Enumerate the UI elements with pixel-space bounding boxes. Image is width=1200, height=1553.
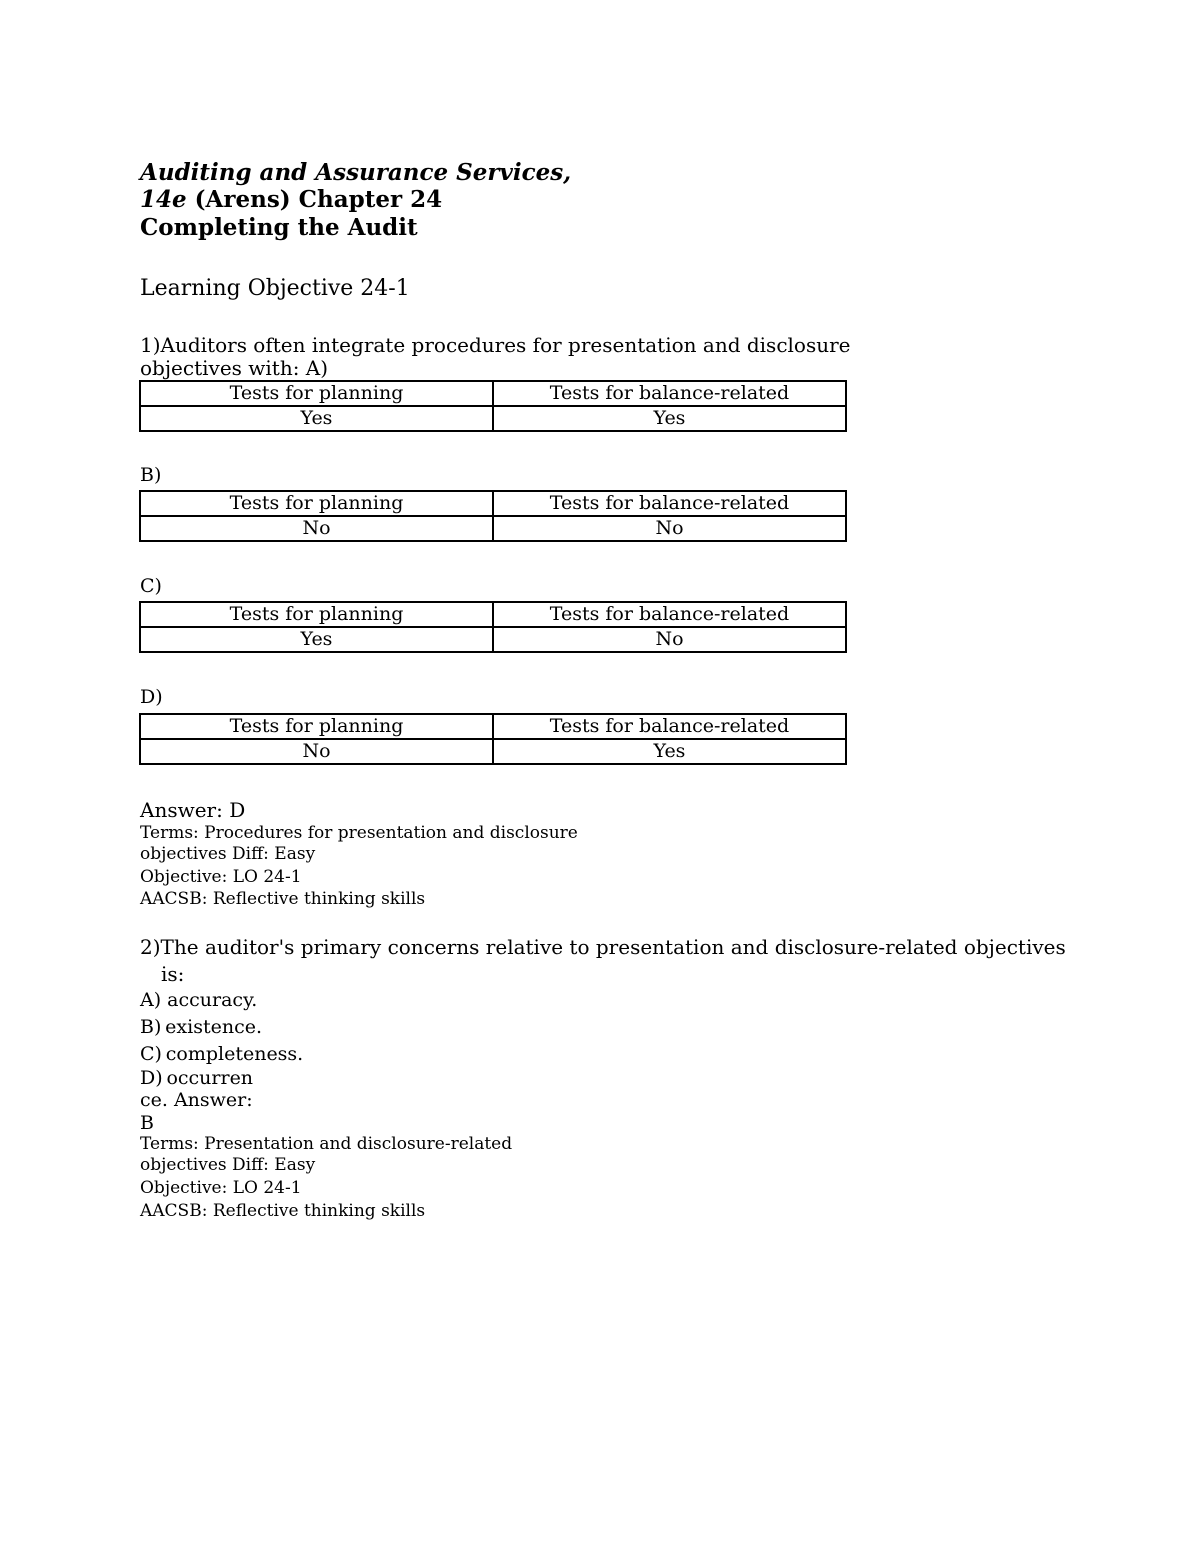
learning-objective-heading: Learning Objective 24-1	[140, 276, 410, 301]
question-1-line-1: 1)Auditors often integrate procedures for presentation and disclosure	[140, 333, 851, 357]
col-header-balance: Tests for balance-related	[493, 381, 846, 406]
question-1-line-2: objectives with: A)	[140, 356, 329, 380]
question-2-line-2: is:	[161, 962, 185, 986]
question-2-option-b: B) existence.	[140, 1016, 262, 1038]
col-header-balance: Tests for balance-related	[493, 491, 846, 516]
question-2-option-d: D) occurren	[140, 1067, 254, 1089]
table-row	[140, 406, 846, 431]
cell-planning-value: Yes	[140, 406, 493, 431]
question-2-answer: B	[140, 1112, 154, 1134]
table-row	[140, 714, 846, 739]
question-2-objective: Objective: LO 24-1	[140, 1178, 302, 1198]
cell-planning-value: No	[140, 739, 493, 764]
edition: 14e	[140, 186, 187, 213]
question-2-terms-line-1: Terms: Presentation and disclosure-related	[140, 1134, 513, 1154]
question-2-option-c: C) completeness.	[140, 1043, 304, 1065]
author-chapter: (Arens) Chapter 24	[186, 186, 443, 213]
option-c-table	[139, 601, 847, 653]
question-2-answer-line: ce. Answer:	[140, 1089, 253, 1111]
col-header-planning: Tests for planning	[140, 602, 493, 627]
table-row	[140, 381, 846, 406]
title-line-2	[140, 186, 442, 214]
option-d-label: D)	[140, 686, 163, 708]
question-1-answer: Answer: D	[140, 798, 246, 822]
question-1-terms-line-2: objectives Diff: Easy	[140, 844, 316, 864]
table-row	[140, 516, 846, 541]
book-title: Auditing and Assurance Services,	[140, 159, 572, 186]
cell-balance-value: No	[493, 627, 846, 652]
table-row	[140, 627, 846, 652]
cell-planning-value: Yes	[140, 627, 493, 652]
cell-planning-value: No	[140, 516, 493, 541]
col-header-planning: Tests for planning	[140, 491, 493, 516]
col-header-balance: Tests for balance-related	[493, 714, 846, 739]
table-row	[140, 602, 846, 627]
table-row	[140, 739, 846, 764]
cell-balance-value: No	[493, 516, 846, 541]
chapter-title: Completing the Audit	[140, 214, 418, 241]
option-d-table	[139, 713, 847, 765]
cell-balance-value: Yes	[493, 406, 846, 431]
table-row	[140, 491, 846, 516]
question-2-aacsb: AACSB: Reflective thinking skills	[140, 1201, 426, 1221]
cell-balance-value: Yes	[493, 739, 846, 764]
col-header-planning: Tests for planning	[140, 381, 493, 406]
question-1-terms-line-1: Terms: Procedures for presentation and disclosure	[140, 823, 578, 843]
option-c-label: C)	[140, 575, 162, 597]
option-a-table	[139, 380, 847, 432]
col-header-balance: Tests for balance-related	[493, 602, 846, 627]
question-1-objective: Objective: LO 24-1	[140, 867, 302, 887]
col-header-planning: Tests for planning	[140, 714, 493, 739]
question-2-option-a: A) accuracy.	[140, 989, 258, 1011]
option-b-table	[139, 490, 847, 542]
question-2-line-1: 2)The auditor's primary concerns relative to presentation and disclosure-related objectives	[140, 935, 1066, 959]
option-b-label: B)	[140, 464, 162, 486]
title-line-1	[140, 159, 571, 187]
question-2-terms-line-2: objectives Diff: Easy	[140, 1155, 316, 1175]
question-1-aacsb: AACSB: Reflective thinking skills	[140, 889, 426, 909]
